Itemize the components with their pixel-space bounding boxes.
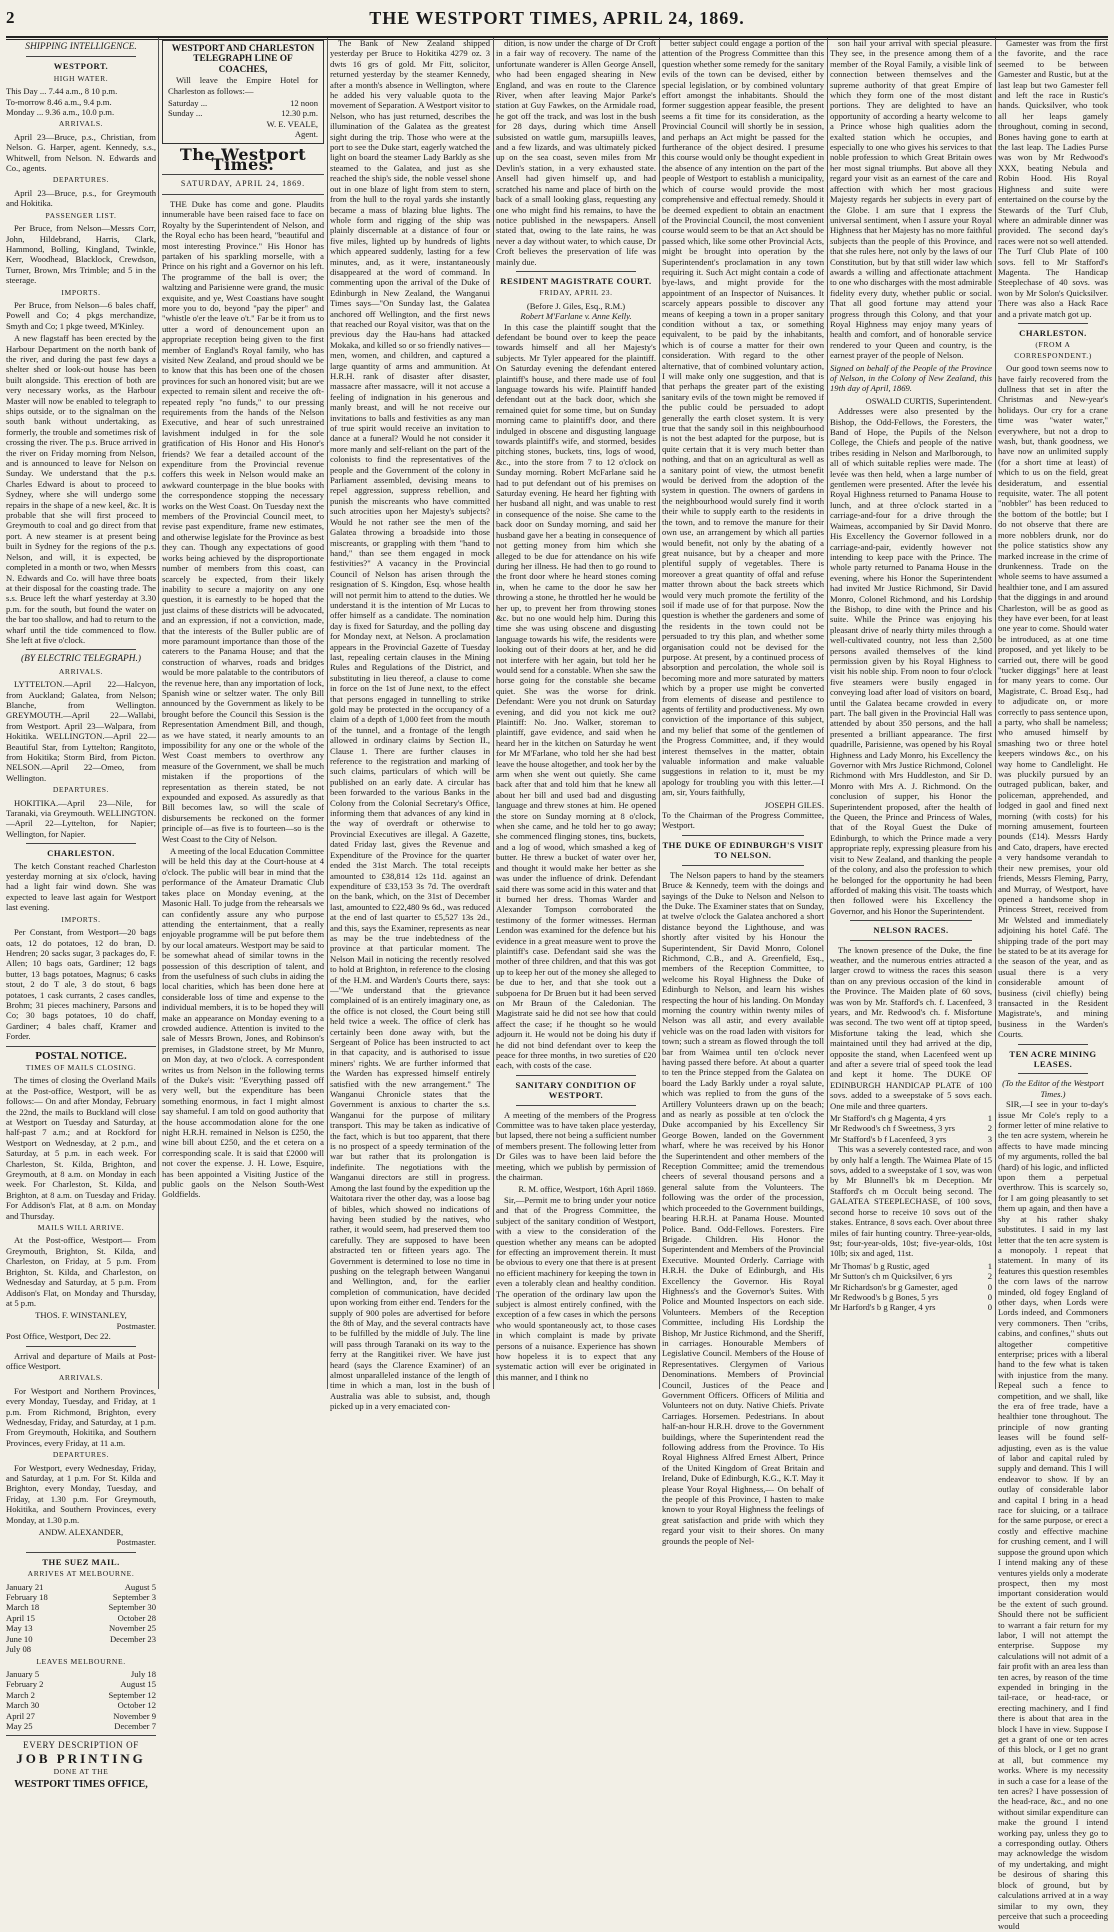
column-divider: [493, 38, 494, 1389]
imports-heading: IMPORTS.: [61, 287, 101, 297]
arrivals-heading: ARRIVALS.: [58, 119, 104, 129]
race-results-2: [830, 1261, 992, 1313]
charleston-text: The ketch Constant reached Charleston yesterday morning at six o'clock, having had a light fair wind down. She was expected to leave last again for Westport last evening.: [6, 860, 156, 913]
coach-ad-signer: W. E. VEALE,: [266, 118, 318, 129]
court-date: FRIDAY, APRIL 23.: [539, 288, 613, 298]
race-row: [830, 1134, 992, 1144]
race-row: [830, 1282, 992, 1292]
races-text: The known presence of the Duke, the fine weather, and the numerous entries attracted a larger crowd to witness the races this season than on any previous occasion of the kind in the Province. The Maiden plate of 60 sovs, was won by Mr. Stafford's ch. f. Lacenfeed, 3 years, and Mr. Redwood's ch. f. Misfortune was second. The two went off at tiptop speed, Misfortune taking the lead, which she maintained until they had arrived at the dip, opposite the stand, when Lacenfeed went up and after a severe trial of speed took the lead and kept it home. The DUKE OF EDINBURGH HANDICAP PLATE of 100 sovs. added to a sweepstake of 5 sovs each. One mile and three quarters.: [830, 944, 992, 1111]
suez-leave-table: [6, 1669, 156, 1731]
charleston-corr-text: Our good town seems now to have fairly recovered from the dullness that set in after the Christmas and New-year's holidays. Our cry for a crane time was "water water," everywhere, but not a drop to wash, but, thank goodness, we have now an unlimited supply (for a short time at least) of which to us on the field, great desideratum, and essential requisite, water. The all potent "nobbler" has been reduced to the bottom of the bottle; but I do not observe that there are more nobblers drunk, nor do the police statistics show any marked increase in the crime of drunkenness. Trade on the whole seems to have assumed a healthier tone, and I am assured that the diggings in and around Charleston, will be as good as they have ever been, for at least one year to come. Should water be introduced, as at one time proposed, and yet likely to be carried out, there will be good "tucker diggings" here at least for many years to come. Our Magistrate, C. Broad Esq., had to adjudicate on, or more correctly to pass sentence upon, a party, who shall be nameless; who amused himself by smashing two or three hotel keepers windows &c., on his way home to Candlelight. He was pluckily pursued by an outraged publican, baker, and policeman, apprehended, and lodged in gaol and fined next morning (with costs) for his morning amusement, fourteen pounds (£14). Messrs Hardy and Cato, drapers, have erected a very handsome verandah to their new premises, your old friends, Messrs Fleming, Parry, and Murray, of Westport, have opened a handsome shop in Princess Street, received from Mr Welsted and immediately adjoining his hotel Café. The shipping trade of the port may be stated to be at its average for the season of the year, and as usual there is a very considerable amount of business (civil chiefly) being transacted in the Resident Magistrate's, and mining business in the Warden's Courts.: [998, 363, 1108, 1040]
suez-row-cell: October 28: [117, 1612, 156, 1623]
departures-text: April 23—Bruce, p.s., for Greymouth and Hokitika.: [6, 187, 156, 209]
suez-row: [6, 1613, 156, 1623]
suez-row-cell: April 15: [6, 1612, 35, 1623]
races-continued: Gamester was from the first the favorite, and the race seemed to be between Gamester and Rustic, but at the last leap but two Gamester fell and left the race in Rustic's hands. Quicksilver, who took all her leaps gamely throughout, coming in second, Bones having gone to earth at the last leap. The Ladies Purse was won by Mr Redwood's XXX, beating Nebula and Robin Hood. His Royal Highness and suite were entertained on the course by the Stewards of the Turf Club, where an admirable dinner was provided. The second day's races were not so well attended. The Turf Club Plate of 100 sovs. fell to Mr Stafford's Magenta. The Handicap Steeplechase of 40 sovs. was won by Mr Solon's Quicksilver. There was also a Hack Race and a private match got up.: [998, 38, 1108, 319]
column-divider: [659, 38, 660, 1389]
divider: [162, 194, 324, 195]
divider: [516, 271, 636, 272]
suez-row-cell: November 25: [108, 1623, 156, 1634]
suez-arrive-table: [6, 1582, 156, 1655]
suez-row-cell: March 18: [6, 1602, 40, 1613]
westport-heading: WESTPORT.: [53, 61, 109, 72]
race-row-cell: Mr Redwood's ch f Sweetness, 3 yrs: [830, 1123, 955, 1134]
editorial-text: THE Duke has come and gone. Plaudits innumerable have been raised face to face on Royalty by the Superintendent of Nelson, and the Royal echo has been heard, "beautiful and most interesting Province." His Honor has partaken of his sparkling morselle, with a Prince on his right and a Governor on his left. The programme of the ball is over; the waltzing and Parisienne were grand, the music exquisite, and ye, West Coastians have sought more you to do, beyond "pay the piper" and "whistle o'er the leave o't." Far be it from us to utter a word of denouncement upon an appropriate reception being given to the first member of England's Royal family, who has visited New Zealand, and proud should we be to know that this has been one of the chosen provinces for such an honored visit; but are we expected to remain silent and receive the oft-repeated reply "no funds," to our pressing requirements from the hands of the Nelson Executive, and hear of such unrestrained lavishment indulged in for the sole gratification of His Honor and His Honor's friends? We fear a detailed account of the expenditure from the Provincial revenue coffers this week in Nelson would make an awkward counterpage in the blue books with the correspondence stopping the necessary works on the West Coast. On Tuesday next the members of the Provincial Council meet, to revise past expenditure, frame new estimates, and otherwise legislate for the Province as best they can. Though any expectations of good works being achieved by the disproportionate number of members from this coast, can scarcely be expected, from their likely inability to secure a majority on any one question, it is earnestly to be hoped that the just claims of these districts will be advocated, and an expression, if not a conviction, made, that the interests of the Buller public are of more paramount importance than those of the caterers to the Panama House; and that the construction of wharves, roads and bridges would be more palatable to the contributors of the revenue here, than any importation of lock, Spanish wine or seltzer water. The only Bill announced by the Government as likely to be brought before the Council this Session is the Representation Amendment Bill, and though, as we have stated, it nearly amounts to an impossibility for any one or the whole of the West Coast members to overthrow any measure of the Government, we shall be much mistaken if the proportions of the representation as therein stated, be not expounded and exposed. As assuredly as that Bill becomes law, so will the scale of disbursements be reckoned on the former principle of—as five is to fourteen—so is the West Coast to the City of Nelson.: [162, 198, 324, 844]
charleston-corr-sub: (FROM A CORRESPONDENT.): [1014, 340, 1092, 360]
arrivals-text: April 23—Bruce, p.s., Christian, from Nelson. G. Harper, agent. Kennedy, s.s., Whitwell, from Nelson. N. Edwards and Co., agents.: [6, 131, 156, 174]
mining-text: SIR,—I see in your to-day's issue Mr Cole's reply to a former letter of mine relative to the ten acre system, wherein he affects to have made mincing of my arguments, rolled the bal (hard) of his logic, and inflicted upon them a perpetual overthrow. This is scarcely so, for I am going pleasantly to set them up again, and then have a shy at his rather shaky substitutes. I said in my last letter that the ten acre system is a monopoly. I repeat that statement. In many of its features this question resembles the corn laws of the narrow minded, old fogey England of other days, when Lords were Lords indeed, and Commoners very commoners. Then "cribs, cabins, and confines," shuts out altogether competitive enterprise; prices with a liberal hand to the few what is taken with injustice from the many. Repeal such a fence to competition, and we shall, like the era of free trade, have a healthier tone throughout. The principle of now granting leases will be found self-adjusting, even as is the value of labor and capital ruled by supply and demand. This I will endeavor to show. If by an outlay of considerable labor and capital I bring in a head race for sluicing, or a tailrace for the same purpose, or erect a costly and effective machine for crushing cement, and I will suppose the ground upon which I intend making any of these ventures yields only a moderate prospect, then my most important consideration would be the extent of such ground. Should there not be sufficient to warrant a fair return for my labor, I will not attempt the enterprise. Suppose my calculations will not admit of a fair profit with an area less than ten acres, by reason of the time expended in bringing in the tail-race, or head-race, or erecting machinery, and I find there is about that area in the block I have in view. Suppose I get a grant of one or ten acres of this block, or I get no grant at all, but commence my works. Where is my necessity in such a case for a lease of the ten acres? I have possession of the head-race, &c., and no one without similar expenditure can make the ground I intend working pay, unless they go to a corresponding outlay. Others may acknowledge the wisdom of my undertaking, and might be desirous of sharing this block of ground, but by calculations arrived at in a way similar to my own, they perceive that such a proceeding would: [998, 1099, 1108, 1932]
every-description: EVERY DESCRIPTION OF: [23, 1740, 139, 1751]
race-results: [830, 1113, 992, 1144]
suez-row: [6, 1644, 156, 1654]
column-1: [6, 38, 156, 1790]
passenger-heading: PASSENGER LIST.: [45, 210, 117, 220]
column-7: [998, 38, 1108, 1932]
suez-row: [6, 1592, 156, 1602]
letter-signer: JOSEPH GILES.: [764, 799, 824, 810]
address-text: son hail your arrival with special pleasure. They see, in the presence among them of a member of the Royal Family, a visible link of connection between themselves and the supreme authority of that great Empire of which they form one of the most distant portions. They are delighted to have an opportunity of according a hearty welcome to a Prince whose high qualities adorn the exalted station which he occupies, and especially to one who gives his services to that noble profession to which Great Britain owes her most signal triumphs. But above all they regard your visit as an earnest of the care and affection with which her most gracious Majesty regards her subjects in every part of the Globe. I am sure that I express the universal sentiment, when I assure your Royal Highness that her Majesty has no more faithful subjects than the people of this Province, and that she rules here, not only by the laws of our Constitution, but by that still wider law which awards a willing and affectionate attachment to one who discharges with the most admirable fidelity every duty, whether public or social. That all good fortune may attend your progress through this Colony, and that your Royal Highness may enjoy many years of health and comfort, and of honorable service rendered to your Queen and country, is the earnest prayer of the people of Nelson.: [830, 38, 992, 361]
suez-row-cell: July 08: [6, 1644, 32, 1655]
mails-arrive-heading: MAILS WILL ARRIVE.: [37, 1223, 125, 1233]
race-row: [830, 1113, 992, 1123]
coach-ad-agent: Agent.: [294, 129, 318, 140]
race-row-cell: 0: [987, 1291, 992, 1302]
race-row: [830, 1302, 992, 1312]
divider: [850, 940, 972, 941]
local-news: A meeting of the local Education Committee will be held this day at the Court-house at 4 o'clock. The public will bear in mind that the performance of the Amateur Dramatic Club takes place on Monday evening, at the Masonic Hall. To judge from the rehearsals we can confidently assure any who purpose attending the entertainment, that a really enjoyable programme will be put before them by our local amateurs. Westport may be said to be somewhat ahead of similar towns in the possession of this description of talent, and from the usefulness of such clubs in aiding the local charities, which has been done here at considerable loss of time and expense to the individual members, it is to be hoped they will make an appearance on Monday evening to a crowded audience. Attention is invited to the sale of Messrs Brown, Jones, and Robinson's premises, in Gladstone street, by Mr Munro, on Mon day, at two o'clock. A correspondent writes us from Nelson in the following terms of the Duke's visit: "Everything passed off very well, but the expenditure has been something enormous, in fact I might almost say shameful. I am told on good authority that the house accommodation alone for the one night H.R.H. remained in Nelson is £250, the wine bill about £250, and the et cetera on a corresponding scale. It is said that £2000 will not cover the expense. J. H. Lowe, Esquire, has been appointed a Visiting Justice of the public gaols on the Nelson South-West Goldfields.: [162, 846, 324, 1200]
suez-row: [6, 1669, 156, 1679]
race-row-cell: 3: [987, 1133, 992, 1144]
race-row-cell: 1: [987, 1260, 992, 1271]
mails-arrive-text: At the Post-office, Westport— From Greymouth, Brighton, St. Kilda, and Charleston, on Friday, at 5 p.m. From Brighton, St. Kilda, and Charleston, on Wednesday and Saturday, at 5 p.m. From Addison's Flat, on Monday and Thursday, at 5 p.m.: [6, 1235, 156, 1308]
column-4: [496, 38, 656, 1389]
winstanley-title: Postmaster.: [116, 1320, 156, 1331]
race-row-cell: Mr Harford's b g Ranger, 4 yrs: [830, 1302, 936, 1313]
superintendent-signer: OSWALD CURTIS, Superintendent.: [865, 395, 992, 406]
race-row-cell: Mr Sutton's ch m Quicksilver, 6 yrs: [830, 1271, 953, 1282]
divider: [6, 1735, 156, 1736]
divider: [1018, 1044, 1088, 1045]
divider: [682, 865, 804, 866]
suez-row-cell: March 2: [6, 1689, 35, 1700]
race-row-cell: Mr Redwood's b g Bones, 5 yrs: [830, 1291, 939, 1302]
postal-text: The times of closing the Overland Mails at the Post-office, Westport, will be as follows:— On and after Monday, February the 22nd, the mails to Buckland will close at Westport on Tuesday and Saturday, at half-past 7 a.m.; and at Rockford for Westport on Wednesday, at 2 p.m., and Saturday, at 5 p.m. in each week. For Charleston, St. Kilda, Brighton, and Greymouth, at 8 a.m. on Monday in each week. For Charleston, St. Kilda, and Brighton, at 8 a.m. on Tuesday and Friday. For Addison's Flat, at 8 a.m. on Monday and Thursday.: [6, 1075, 156, 1221]
divider: [6, 1046, 156, 1047]
page-number: 2: [6, 8, 15, 27]
times-closing-heading: TIMES OF MAILS CLOSING.: [25, 1062, 137, 1072]
suez-heading: THE SUEZ MAIL.: [42, 1556, 120, 1567]
coach-advertisement: [162, 40, 324, 144]
column-2: [162, 38, 324, 1389]
column-divider: [327, 38, 328, 1389]
races-text-2: This was a severely contested race, and won by only half a length. The Waimea Plate of 15 sovs, added to a sweepstake of 1 sov, was won by Mr Blunnell's bk m Deception. Mr Stafford's ch m Occult being second. The GALATEA STEEPLECHASE, of 100 sovs, second horse to receive 10 sovs out of the stakes. Entrance, 8 sovs each. Over about three miles of fair hunting country. Three-year-olds, 9st; four-year-olds, 10st; five-year-olds, 10st 10lb; six and aged, 11st.: [830, 1144, 992, 1259]
suez-row: [6, 1679, 156, 1689]
suez-row-cell: February 18: [6, 1592, 48, 1603]
alexander-name: ANDW. ALEXANDER,: [38, 1527, 124, 1538]
suez-row-cell: December 23: [109, 1633, 156, 1644]
divider: [850, 920, 972, 921]
divider: [516, 1075, 636, 1076]
passenger-text: Per Bruce, from Nelson—Messrs Corr, John, Hildebrand, Harris, Clark, Hammond, Bolling, Kingland, Twinkle, Kerr, Woodhead, Blacklock, Crewdson, Turner, Brown, Mrs Trimble; and 5 in the steerage.: [6, 223, 156, 286]
suez-row-cell: September 30: [108, 1602, 156, 1613]
masthead: [0, 6, 1114, 32]
suez-row-cell: July 18: [130, 1668, 156, 1679]
race-row-cell: 0: [987, 1302, 992, 1313]
divider: [162, 174, 324, 175]
court-before: (Before J. Giles, Esq., R.M.): [526, 300, 626, 311]
suez-row: [6, 1700, 156, 1710]
tel-arrivals-text: LYTTELTON.—April 22—Halcyon, from Auckland; Galatea, from Nelson; Blanche, from Wellington. GREYMOUTH.—April 22—Wallabi, from Westport. April 23—Walpara, from Hokitika. WELLINGTON.—April 22—Beautiful Star, from Lyttelton; Rangitoto, from Hokitika; Storm Bird, from Picton. NELSON.—April 22—Omeo, from Wellington.: [6, 679, 156, 783]
suez-row-cell: September 3: [112, 1592, 156, 1603]
suez-row: [6, 1582, 156, 1592]
telegraph-heading: (BY ELECTRIC TELEGRAPH.): [20, 654, 142, 665]
mining-heading: TEN ACRE MINING LEASES.: [1009, 1048, 1097, 1069]
suez-row-cell: May 25: [6, 1720, 33, 1731]
coach-ad-body: Will leave the Empire Hotel for Charleston as follows:—: [168, 75, 318, 96]
suez-row-cell: August 15: [120, 1679, 156, 1690]
charleston-heading: CHARLESTON.: [47, 848, 115, 859]
divider: [26, 843, 136, 844]
levee-text: Addresses were also presented by the Bishop, the Odd-Fellows, the Foresters, the Band of Hope, the Pupils of the Nelson College, the Chiefs and people of the native tribes residing in Nelson and Marlborough, to all of which suitable replies were made. The levée was then held, when a large number of gentlemen were presented. After the levée his Royal Highness returned to Panama House to lunch, and at three o'clock started in a carriage-and-four for a drive through the Waimeas, accompanied by Sir David Monro. His Excellency the Governor followed in a carriage-and-pair, evidently however not intending to keep pace with the Prince. The whole party returned to Panama House in the evening, where his Honor the Superintendent had invited Mr Justice Richmond, Sir David Monro, Colonel Richmond, and his Lordship the Bishop, to dine with the Prince and his suite. While the Prince was enjoying his pleasant drive of nearly thirty miles through a well-cultivated country, not less than 2,500 persons availed themselves of the kind permission given by his Royal Highness to visit his noble ship. From noon to four o'clock five steamers were busily engaged in conveying load after load of visitors on board, until the Galatea became crowded in every part. The ball given in the Provincial Hall was attended by about 350 persons, and the hall presented a brilliant appearance. The first quadrille, Parisienne, was opened by his Royal Highness and Lady Monro, his Excellency the Governor with Mrs Justice Richmond, Colonel Richmond with Mrs Huddleston, and Sir D. Monro with Mrs A. J. Richmond. On the conclusion of supper, his Honor the Superintendent proposed, after the health of the Queen, the Prince and Princess of Wales, that of the Royal Guest the Duke of Edinburgh, to which the Prince made a very appropriate reply, expressing pleasure from his visit to New Zealand, and thanking the people of the colony, and also the profession to which he belonged for the opportunity he had been afforded of making this visit. The toasts which then followed were his Excellency the Governor, and his Honor the Superintendent.: [830, 406, 992, 916]
imports-text: Per Bruce, from Nelson—6 bales chaff, Powell and Co; 4 pkgs merchandize, Smyth and Co; 1 pkge tweed, M'Kinley.: [6, 299, 156, 331]
suez-leave-heading: LEAVES MELBOURNE.: [36, 1656, 126, 1666]
tel-departures-heading: DEPARTURES.: [52, 785, 110, 795]
departures2-text: For Westport, every Wednesday, Friday, and Saturday, at 1 p.m. For St. Kilda and Brighton, every Monday, Tuesday, and Friday, at 1.30 p.m. For Greymouth, Hokitika, and Southern Provinces, every Monday, at 1.30 p.m.: [6, 1462, 156, 1525]
column-6: [830, 38, 992, 1389]
letter-head: R. M. office, Westport, 16th April 1869.: [518, 1184, 656, 1195]
arrivals2-text: For Westport and Northern Provinces, every Monday, Tuesday, and Friday, at 1 p.m. From Richmond, Brighton, every Wednesday, Friday, and Saturday, at 1 p.m. From Greymouth, Hokitika, and Southern Provinces, every Friday, at 11 a.m.: [6, 1385, 156, 1448]
coach-schedule: [168, 98, 318, 119]
coach-row-cell: Saturday ...: [168, 98, 208, 109]
suez-row-cell: November 9: [113, 1710, 156, 1721]
hw-row: Monday ... 9.36 a.m., 10.0 p.m.: [6, 107, 115, 118]
sanitary-text: A meeting of the members of the Progress Committee was to have taken place yesterday, but lapsed, there not being a sufficient number of members present. The following letter from Dr Giles was to have been laid before the meeting, which we publish by permission of the chairman.: [496, 1109, 656, 1183]
races-heading: NELSON RACES.: [873, 925, 949, 936]
suez-row-cell: December 7: [114, 1720, 156, 1731]
race-row-cell: 2: [987, 1271, 992, 1282]
ch-imports-text: Per Constant, from Westport—20 bags oats, 12 do potatoes, 12 do bran, D. Hendren; 20 sacks sugar, 3 packages do, F. Allen; 10 bags oats, Gardiner; 12 bags butter, 13 bags potatoes, Magnus; 6 casks stout, 2 do T ale, 3 do stout, 6 bags potatoes, 1 cask currants, 2 cases candles, Brohm; 31 pieces machinery, Parsons and Co; 30 bags potatoes, 10 do chaff, Gardiner; 4 bales chaff, Kramer and Forder.: [6, 927, 156, 1042]
news-text: The Bank of New Zealand shipped yesterday per Bruce to Hokitika 4279 oz. 3 dwts 16 grs of gold. Mr Fitt, solicitor, returned yesterday by the steamer Kennedy, after a month's absence in Wellington, where he added his very valuable quota to the movement of Separation. A Westport visitor to Nelson, who has just returned, describes the illumination of the Galatea as the greatest sight during the trip. Those who were at the port to see the Duke start, eagerly watched the light on board the steamer Lady Barkly as she steamed to the Galatea, and just as she reached the ship's side, the noble vessel shone out in one blaze of light from stem to stern, from the hull to the royal yards she instantly became a mass of blazing blue lights. The whole form and rigging of the ship was plainly discernable at a distance of four or five miles, lighted up by hundreds of lights which appeared suddenly, lasting for a few minutes, and, as it were, instantaneously disappeared at the word of command. In commenting upon the arrival of the Duke of Edinburgh in New Zealand, the Wanganui Times says—"On Sunday last, the Galatea anchored off Wellington, and the first news that reached our Royal visitor, was that on the previous day the Hau-hans had attacked Mokaka, and killed so or so friendly natives—men, women, and children, and captured a large quantity of arms and ammunition. At H.R.H. rank of disaster after disaster, massacre after massacre, will it not accuse a feeling of indignation in his generous and manly breast, and will he not receive our invitations to balls and festivities as any man of true spirit would receive an invitation to dance at a funeral? Would he not consider it more manly and self-reliant on the part of the colonists to find the representatives of the people and the Government of the colony in Parliament assembled, devising means to repel aggression, suppress rebellion, and punish the miscreants who have committed such atrocities upon her Majesty's subjects? Would he not rather see the men of the Galatea throwing a broadside into those miscreants, or grappling with them "hand to hand," than see them engaged in mock festivities?" A vacancy in the Provincial Council of Nelson has arisen through the resignation of S. Kingdon, Esq. whose health will not permit him to attend to the duties. We understand it is the intention of Mr Lucas to offer himself as a candidate. The nomination day is fixed for Saturday, and the polling day for Monday next, at Nelson. A proclamation appears in the Provincial Gazette of Tuesday last, repealing certain clauses in the Mining Rules and Regulations of the District, and substituting in lieu thereof, a clause to come in force on the 1st of June next, to the effect that persons engaged in tunnelling to strike gold may be protected in the occupancy of a claim of a depth of 1,000 feet from the mouth of the tunnel, and a frontage of the length allowed in ordinary claims by Section II., Clause 1. There are further clauses in reference to the registration and marking of such claims, particulars of which will be published on an early date. A circular has been forwarded to the various Banks in the Colony from the Colonial Secretary's Office, informing them that advances of any kind in the way of overdraft or otherwise to Provincial Executives are illegal. A Gazette, dated Friday last, gives the Revenue and Expenditure of the Province for the quarter ended the 31st March. The total receipts amounted to £38,814 12s 11d. against an expenditure of £33,153 3s 7d. The overdraft on the bank, which, on the 31st of December last, amounted to £22,480 9s 6d., was reduced at the end of last quarter to £5,527 13s 2d., and this, says the Examiner, represents as near as may be the true indebtedness of the province at that particular moment. The Nelson Mail in noticing the recently resolved to hold at Brighton, in reference to the closing of the H.M. and Warden's Courts there, says:—"We understand that the grievance complained of is an entirely imaginary one, as the office is not closed, the Court being still held twice a week. The office of clerk has certainly been done away with, but the Sergeant of Police has been instructed to act in that capacity, and is authorised to issue miners' rights. We are further informed that the Warden has expressed himself entirely satisfied with the new arrangement." The Wanganui Chronicle states that the Government is anxious to charter the s.s. Wanganui for the purpose of military transport. This may be taken as indicative of the fact, which is but too apparent, that there is no prospect of a speedy termination of the war but rather that its prolongation is indefinite. The negotiations with the Wanganui directors are still in progress. Among the last found by the expedition up the Waitotara river the other day, was a loose bag of bibles, which showed no indications of having been studied by the natives, who rather, it would seem, had preserved them too carefully. They are supposed to have been abstracted ten or fifteen years ago. The Government is determined to lose no time in pushing on the telegraph between Wanganui and Wellington, and, for the earlier completion of communication, have decided upon working from either end. Tenders for the supply of 900 poles are advertised for before the 8th of May, and the several contracts have to be fulfilled by the middle of July. The line will pass through Taranaki on its way to the ferry at the Rangitikei river. We have just heard (says the Clarence Examiner) of an almost unparalleled instance of the length of time in which a man, lost in the bush of Australia was able to subsist, and, though picked up in a very emaciated con-: [330, 38, 490, 1412]
news-text: dition, is now under the charge of Dr Croft in a fair way of recovery. The name of the unfortunate wanderer is Allen George Ansell, who had been engaged shearing in New England, and was en route to the Clarence River, when after leaving Major Parke's station at Guy Fawkes, on the Armidale road, he got off the track, and was lost in the bush for 28 days, during which time Ansell subsisted on wattle gum, marsupiills leaves, and a few lizards, and was ultimately picked up on the sea coast, seven miles from Mr Devlin's station, in a very exhausted state. Ansell had given himself up, and had scratched his name and place of birth on the back of a small looking glass, requesting any one who might find his remains, to have the notice published in the newspapers. Ansell stated that, owing to the late rains, he was never a day without water, to which cause, Dr Croft believes the preservation of life was mainly due.: [496, 38, 656, 267]
signed-block: Signed on behalf of the People of the Province of Nelson, in the Colony of New Zealand, this 19th day of April, 1869.: [830, 362, 992, 394]
column-divider: [158, 38, 159, 1389]
court-text: In this case the plaintiff sought that the defendant be bound over to keep the peace towards himself and all her Majesty's subjects. Mr Tyler appeared for the plaintiff. On Saturday evening the defendant entered plaintiff's house, and there made use of foul language towards his wife. Plaintiff handed defendant out at the back door, which she remained quiet for some time, but on Sunday morning came to plaintiff's door, and there indulged in obscene and disgusting language towards plaintiff's wife, and stormed, besides pitching stones, buckets, tins, logs of wood, &c., into the store from 7 to 12 o'clock on Sunday morning. Robert McFarlane said he had to put defendant out of his premises on Saturday evening. He heard her fighting with her husband all night, and was unable to rest in consequence of the noise. She came to the back door on Sunday morning, and said her husband gave her a beating in consequence of not getting money from him which she alleged to be due for attendance on his wife during her illness. He had then to go round to the front door where he heard stones coming in, when he came to the door he saw her throwing a stone, he throttled her he would be her up, to prevent her from throwing stones &c. but no one would help him. During this time she was using obscene and disgusting language towards his wife, the residents were looking out of their doors at her, and he did not interfere with her again, but told her he would send for a constable. When she saw the horse going for the constable she became quiet. She was the worse for drink. Defendant: Were you not drunk on Saturday evening, and did you not kick me out? Plaintiff: No. Jno. Walker, storeman to plaintiff, gave evidence, and said when he heard her in the kitchen on Saturday he went for Mr M'Farlane, who told her she had best leave the house altogether, and took her by the arm when she went out quietly. She came back after that and told him that he knew all about her bill and used bad and disgusting language and threw stones at him. He opened the store on Sunday morning at 8 o'clock, when she came, and he told her to go away; she commenced flinging stones, tins, buckets, and a log of wood, which smashed a keg of butter. He threw a bucket of water over her, and thought it would make her better as she was under the influence of drink. Defendant said there was some acid in this water and that it burned her dress. Thomas Warder and Alexander Tompson corroborated the testimony of the former witnesses. Herman Lendon was examined for the defence but his evidence in a great measure went to prove the plaintiff's case. Defendant said she was the mother of three children, and that this was got up to keep her out of the money she alleged to be due to her, and that she took out a subpoena for Dr Bruen but it had been served on Mr Braun of the Caledonian. The Magistrate said he did not see how that could affect the case; if he thought so he would adjourn it. He would not be doing his duty if he did not bind defendant over to keep the peace for three months, in two sureties of £20 each, with costs of the case.: [496, 321, 656, 1071]
suez-row: [6, 1602, 156, 1612]
paper-nameplate: The Westport Times.: [179, 144, 307, 175]
suez-row-cell: October 12: [117, 1700, 156, 1711]
divider: [682, 835, 804, 836]
alexander-title: Postmaster.: [116, 1537, 156, 1548]
ch-imports-heading: IMPORTS.: [61, 914, 101, 924]
suez-row-cell: January 5: [6, 1668, 40, 1679]
letter-continued: better subject could engage a portion of the attention of the Progress Committee than this question whether some remedy for the sanitary evils of the town can be devised, either by special legislation, or by combined voluntary effort amongst the inhabitants. Should the former suggestion appear feasible, the present seems a fit time for its consideration, as the Provincial Council will shortly be in session, and perhaps an Act might be passed for the furtherance of the object desired. I presume this course would only be thought expedient in the absence of any intention on the part of the people of Westport to establish a municipality, which of course would provide the most comprehensive and effectual remedy. Should it be deemed expedient to obtain an enactment of the Provincial Council, the most convenient course would seem to be that an Act should be passed which, like some other Provincial Acts, might be brought into operation by the Superintendent's proclamation in any town requiring it. Such Act might contain a code of bye-laws, and might provide for the appointment of an Inspector of Nuisances. It scarcely appears possible to discover any means of keeping a town in a proper sanitary condition without a tax, or something equivalent, to be paid by the inhabitants, which is of course a matter for their own consideration. With regard to the other alternative, that of combined voluntary action, I will make only one suggestion, and that is that perhaps the greater part of the existing sanitary evils of the town might be removed if the public could be persuaded to adopt generally the earth closet system. It is very true that the sandy soil in this neighbourhood is not the best adapted for the purpose, but is quite certain that it is very much better than nothing, and that on an agricultural as well as a sanitary point of view, the utmost benefit would be derived from the adoption of the system in question. The owners of gardens in the neighbourhood would surely find it worth their while to supply earth to the residents in the town, and to remove the manure for their own use, an arrangement by which all parties would benefit, not only by the abating of a great nuisance, but by a cheaper and more plentiful supply of vegetables. There is moreover a great quantity of offal and refuse matter thrown about the back streets which would very much promote the fertility of the soil if made use of for that purpose. Now the question is whether the gardeners and some of the residents in the town could not be persuaded to try this plan, and whether some organisation could not be devised for the purpose. At present, by a continued process of absorption and percolation, the whole soil is becoming more and more saturated by matters which by a proper use might be converted from elements of disease and pestilence to agents of fertility and productiveness. My own conviction of the importance of this subject, and my belief that some of the gentlemen of the Progress Committee, and, if they would interest themselves in the matter, obtain valuable information and make valuable suggestions in relation to it, must be my apology for troubling you with this letter.—I am, sir, Yours faithfully,: [662, 38, 824, 798]
done-at: DONE AT THE: [53, 1767, 109, 1777]
race-row: [830, 1261, 992, 1271]
suez-row-cell: January 21: [6, 1581, 44, 1592]
race-row-cell: Mr Stafford's ch g Magenta, 4 yrs: [830, 1113, 946, 1124]
letter-addressee: To the Chairman of the Progress Committee, Westport.: [662, 810, 824, 831]
race-row-cell: Mr Richardson's br g Gamester, aged: [830, 1281, 958, 1292]
race-row-cell: 1: [987, 1113, 992, 1124]
tel-arrivals-heading: ARRIVALS.: [58, 666, 104, 676]
race-row: [830, 1292, 992, 1302]
divider: [516, 1105, 636, 1106]
duke-heading: THE DUKE OF EDINBURGH'S VISIT TO NELSON.: [662, 839, 824, 861]
suez-row-cell: April 27: [6, 1710, 35, 1721]
suez-row-cell: March 30: [6, 1700, 40, 1711]
coach-row-cell: Sunday ...: [168, 108, 203, 119]
high-water-heading: HIGH WATER.: [53, 73, 109, 83]
job-printing-heading: JOB PRINTING: [16, 1750, 146, 1766]
column-3: [330, 38, 490, 1412]
divider: [1018, 323, 1088, 324]
race-row: [830, 1271, 992, 1281]
tel-departures-text: HOKITIKA.—April 23—Nile, for Taranaki, via Greymouth. WELLINGTON.—April 22—Lyttelton, for Napier; Wellington, for Napier.: [6, 797, 156, 839]
suez-row-cell: June 10: [6, 1633, 33, 1644]
suez-row-cell: February 2: [6, 1679, 44, 1690]
race-row-cell: 0: [987, 1281, 992, 1292]
hw-row: To-morrow 8.46 a.m., 9.4 p.m.: [6, 96, 112, 107]
column-divider: [995, 38, 996, 1389]
column-5: [662, 38, 824, 1546]
coach-row-cell: 12 noon: [290, 98, 318, 109]
departures-heading: DEPARTURES.: [52, 175, 110, 185]
masthead-title: THE WESTPORT TIMES, APRIL 24, 1869.: [369, 8, 745, 28]
duke-text: The Nelson papers to hand by the steamers Bruce & Kennedy, teem with the doings and sayings of the Duke to Nelson and Nelson to the Duke. The Examiner states that on Sunday, at twelve o'clock the Galatea anchored a short distance beyond the Lighthouse, and was shortly after visited by his Honour the Superintendent, Sir David Monro, Colonel Richmond, C.B., and A. Greenfield, Esq., members of the Reception Committee, to welcome his Royal Highness the Duke of Edinburgh to Nelson, and learn his wishes respecting the hour of his landing. On Monday morning the country within twenty miles of Nelson was all astir, and every available vehicle was on the road laden with visitors for town; such a stream as flowed through the toll bar from Waimea until ten o'clock never having passed there before. At about a quarter to ten the Prince stepped from the Galatea on board the Lady Barkly under a royal salute, which was replied to from the guns of the Artillery Volunteers drawn up on the beach; and as nearly as possible at ten o'clock the Duke accompanied by his Excellency Sir George Bowen, landed on the Government wharf, where he was received by his Honor the Superintendent and other members of the Reception Committee; amid the tremendous cheers of several thousand persons and a general salute from the Volunteers. The following was the order of the procession, which proceeded to the Government buildings, bearing H.R.H. at Panama House. Mounted Police. Band. Odd-Fellows. Foresters. Fire Brigade. Children. His Honor the Superintendent and Members of the Provincial Executive. Mounted Orderly. Carriage with H.R.H. the Duke of Edinburgh, and His Excellency the Governor. His Royal Highness's and the Governor's Suites. With Police and Mounted Inspectors on each side. Volunteers. Members of the Reception Committee, including His Lordship the Bishop, Mr Justice Richmond, and the Sheriff, in carriages. Honourable Members of Legislative Council. Members of the House of Representatives. Clergymen of Various Denominations. Members of Provincial Council, Justices of the Peace and Government Officers. Officers of Militia and Volunteers not on duty. Native Chiefs. Private Carriages. Horsemen. Pedestrians. In about half-an-hour H.R.H. drove to the Government buildings, where the Superintendent read the following address from the Province. To His Royal Highness Alfred Ernest Albert, Prince of the United Kingdom of Great Britain and Ireland, Duke of Edinburgh, K.G., K.T. May it please Your Royal Highness,— On behalf of the people of this Province, I hasten to make known to your Royal Highness the feelings of great satisfaction and pride with which they regard your visit to their shores. On many grounds the people of Nel-: [662, 869, 824, 1546]
coach-row: [168, 108, 318, 118]
race-row: [830, 1123, 992, 1133]
letter-text: Sir,—Permit me to bring under your notice and that of the Progress Committee, the subject of the sanitary condition of Westport, with a view to the consideration of the question whether any means can be adopted for effecting an improvement therein. It must be obvious to every one that there is at present no efficient machinery for keeping the town in even a tolerably clean and healthy condition. The operation of the ordinary law upon the subject is almost entirely confined, with the exception of a few cases in which the persons who would spontaneously act, to those cases in which complaint is made by private persons of a nuisance. Experience has shown how hopeless it is to expect that any systematic action will ever be originated in this manner, and I think no: [496, 1194, 656, 1382]
sanitary-heading: SANITARY CONDITION OF WESTPORT.: [515, 1079, 637, 1101]
suez-row: [6, 1721, 156, 1731]
suez-row: [6, 1623, 156, 1633]
charleston-corr-heading: CHARLESTON.: [1019, 327, 1087, 338]
suez-row: [6, 1711, 156, 1721]
arrivals2-heading: ARRIVALS.: [58, 1373, 104, 1383]
race-row-cell: Mr Thomas' b g Rustic, aged: [830, 1260, 930, 1271]
arrival-departure-note: Arrival and departure of Mails at Post-office Westport.: [6, 1350, 156, 1371]
column-divider: [827, 38, 828, 1389]
divider: [26, 56, 136, 57]
suez-row-cell: May 13: [6, 1623, 33, 1634]
winstanley-name: THOS. F. WINSTANLEY,: [35, 1310, 127, 1321]
coach-ad-title: WESTPORT AND CHARLESTON TELEGRAPH LINE OF COACHES,: [171, 44, 315, 75]
mining-sub: (To the Editor of the Westport Times.): [1002, 1078, 1104, 1099]
court-case: Robert M'Farlane v. Anne Kelly.: [520, 311, 632, 322]
divider: [26, 1552, 136, 1553]
divider: [1018, 1073, 1088, 1074]
race-row-cell: 2: [987, 1123, 992, 1134]
suez-row: [6, 1690, 156, 1700]
race-row-cell: Mr Stafford's b f Lacenfeed, 3 yrs: [830, 1133, 947, 1144]
coach-row-cell: 12.30 p.m.: [281, 108, 318, 119]
shipping-heading: SHIPPING INTELLIGENCE.: [25, 42, 137, 52]
hw-row: This Day ... 7.44 a.m., 8 10 p.m.: [6, 86, 118, 97]
suez-row: [6, 1634, 156, 1644]
court-heading: RESIDENT MAGISTRATE COURT.: [500, 275, 652, 286]
departures2-heading: DEPARTURES.: [52, 1450, 110, 1460]
suez-arrive-heading: ARRIVES AT MELBOURNE.: [27, 1569, 135, 1579]
suez-row-cell: September 12: [108, 1689, 156, 1700]
divider: [26, 1346, 136, 1347]
winstanley-date: Post Office, Westport, Dec 22.: [6, 1331, 111, 1342]
shipping-news: A new flagstaff has been erected by the Harbour Department on the north bank of the river, and during the past few days a shelter shed or look-out house has been built alongside. This erection of both are very necessary works, as the Harbour Master will now be enabled to telegraph to ships outside, or to the signalman on the south bank without undertaking, as formerly, the trouble and sometimes risk of crossing the river. The p.s. Bruce arrived in the river on Friday morning from Nelson, and is announced to leave for Nelson on Sunday. We understand that the p.s. Charles Edward is about to proceed to Sydney, where she will undergo some repairs in the shape of a new keel, &c. It is probable that she will first proceed to Greymouth to coal and go direct from that port. A new steamer is at present being built in Sydney for the regions of the p.s. Nelson, and will, it is expected, be completed in a month or two, when Messrs N. Edwards and Co. will have three boats at their disposal for the coasting trade. The s.s. Bruce left the wharf yesterday at 3.30 p.m. for the south, but found the water on the bar too shallow, and had to return to the wharf until the tide commenced to flow. She left at five o'clock.: [6, 333, 156, 645]
suez-row-cell: August 5: [124, 1581, 156, 1592]
times-office: WESTPORT TIMES OFFICE,: [14, 1778, 148, 1790]
coach-row: [168, 98, 318, 108]
divider: [26, 649, 136, 650]
postal-heading: POSTAL NOTICE.: [35, 1049, 127, 1062]
paper-dateline: SATURDAY, APRIL 24, 1869.: [180, 179, 306, 189]
